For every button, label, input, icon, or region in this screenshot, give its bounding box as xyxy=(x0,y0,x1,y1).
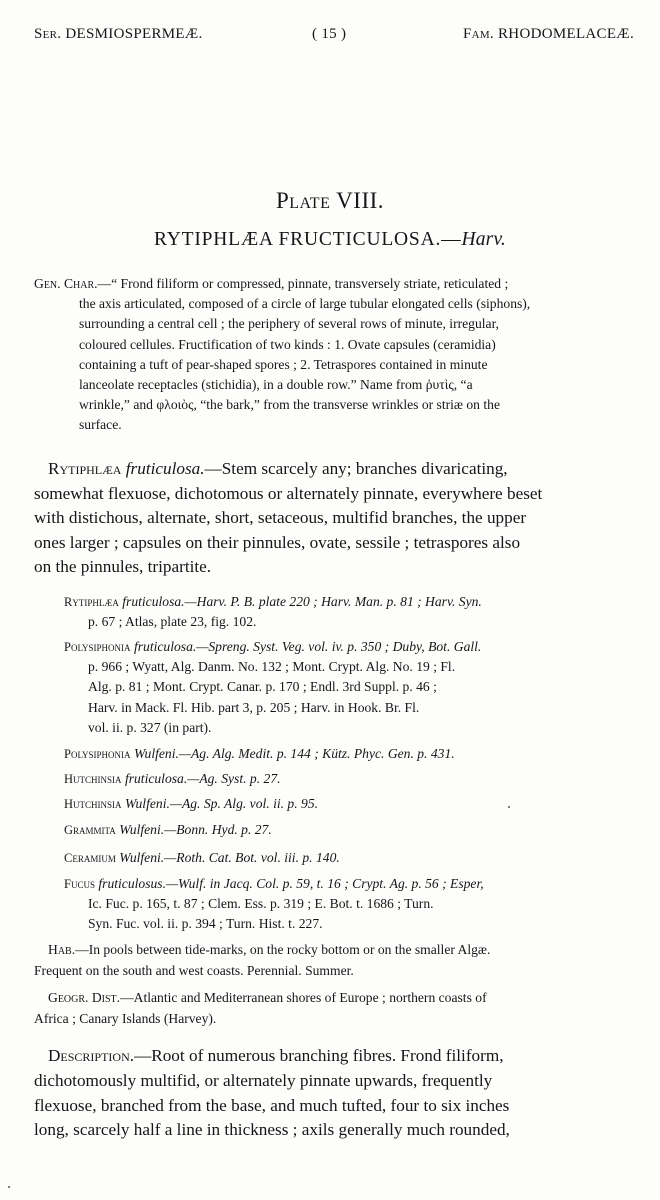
synonym-genus: Rytiphlæa xyxy=(64,595,119,609)
geographic-distribution xyxy=(34,988,644,1029)
description-line: dichotomously multifid, or alternately pinnate upwards, frequently xyxy=(34,1070,493,1090)
synonym-text: Wulfeni.—Bonn. Hyd. p. 27. xyxy=(119,822,272,837)
gen-char-text: —“ Frond filiform or compressed, pinnate, transversely striate, reticulated ; xyxy=(97,276,509,291)
synonym-text: fruticulosa.—Ag. Syst. p. 27. xyxy=(124,771,281,786)
species-desc-line: with distichous, alternate, short, setaceous, multifid branches, the upper xyxy=(34,508,527,528)
gen-char-label: Gen. Char. xyxy=(34,276,98,291)
species-title xyxy=(0,229,660,251)
gen-char-line: coloured cellules. Fructification of two kinds : 1. Ovate capsules (ceramidia) xyxy=(79,336,496,352)
synonym-line: p. 966 ; Wyatt, Alg. Danm. No. 132 ; Mont. Crypt. Alg. No. 19 ; Fl. xyxy=(88,659,456,675)
synonym-genus: Hutchinsia xyxy=(64,772,122,786)
synonym-text: fruticulosus.—Wulf. in Jacq. Col. p. 59, t. 16 ; Crypt. Ag. p. 56 ; Esper, xyxy=(98,876,484,891)
geogr-line: Africa ; Canary Islands (Harvey). xyxy=(34,1010,217,1026)
print-speck xyxy=(8,1186,10,1188)
synonym-entry xyxy=(64,794,644,814)
synonym-entry xyxy=(64,637,644,738)
synonym-genus: Hutchinsia xyxy=(64,797,122,811)
synonym-line: p. 67 ; Atlas, plate 23, fig. 102. xyxy=(88,614,257,630)
synonym-line xyxy=(64,848,644,868)
species-title-name: RYTIPHLÆA FRUCTICULOSA.— xyxy=(154,229,462,250)
synonym-line xyxy=(64,794,644,814)
geogr-text: —Atlantic and Mediterranean shores of Europe ; northern coasts of xyxy=(120,990,487,1005)
synonym-line: Harv. in Mack. Fl. Hib. part 3, p. 205 ; Harv. in Hook. Br. Fl. xyxy=(88,699,420,715)
synonym-text: fruticulosa.—Spreng. Syst. Veg. vol. iv. p. 350 ; Duby, Bot. Gall. xyxy=(133,639,482,654)
geogr-line xyxy=(34,988,644,1009)
species-desc-line: ones larger ; capsules on their pinnules, ovate, sessile ; tetraspores also xyxy=(34,532,521,552)
species-desc-text: —Stem scarcely any; branches divaricating, xyxy=(204,459,508,478)
synonym-line xyxy=(64,820,644,840)
synonym-genus: Ceramium xyxy=(64,851,116,865)
synonym-line: Syn. Fuc. vol. ii. p. 394 ; Turn. Hist. t. 227. xyxy=(88,916,323,932)
gen-char-line: lanceolate receptacles (stichidia), in a double row.” Name from ῥυτὶς, “a xyxy=(79,377,473,393)
print-speck xyxy=(508,806,510,808)
synonym-entry xyxy=(64,769,644,789)
gen-char-line xyxy=(34,274,634,294)
synonym-line xyxy=(64,744,644,764)
synonym-text: fruticulosa.—Harv. P. B. plate 220 ; Harv. Man. p. 81 ; Harv. Syn. xyxy=(122,594,482,609)
synonym-genus: Polysiphonia xyxy=(64,640,131,654)
running-head-series: Ser. DESMIOSPERMEÆ. xyxy=(34,26,203,42)
gen-char-line: surrounding a central cell ; the periphery of several rows of minute, irregular, xyxy=(79,316,499,332)
plate-title: Plate VIII. xyxy=(275,188,385,213)
gen-char-line: surface. xyxy=(79,417,122,433)
geogr-label: Geogr. Dist. xyxy=(48,990,121,1005)
page-number: ( 15 ) xyxy=(312,26,347,42)
habitat-label: Hab. xyxy=(48,942,76,957)
synonym-entry xyxy=(64,592,644,632)
species-desc-line: on the pinnules, tripartite. xyxy=(34,557,212,577)
synonym-line xyxy=(64,592,644,612)
gen-char-line: the axis articulated, composed of a circle of large tubular elongated cells (siphons), xyxy=(79,296,531,312)
species-epithet: fruticulosa. xyxy=(125,459,205,478)
species-title-author: Harv. xyxy=(461,229,506,250)
synonym-entry xyxy=(64,820,644,840)
habitat-line xyxy=(34,940,644,961)
description-line: long, scarcely half a line in thickness ; axils generally much rounded, xyxy=(34,1120,510,1140)
species-desc-line xyxy=(34,457,639,482)
synonym-genus: Polysiphonia xyxy=(64,747,131,761)
species-desc-line: somewhat flexuose, dichotomous or alternately pinnate, everywhere beset xyxy=(34,483,543,503)
synonym-text: Wulfeni.—Ag. Sp. Alg. vol. ii. p. 95. xyxy=(124,796,319,811)
synonym-entry xyxy=(64,744,644,764)
description-text: —Root of numerous branching fibres. Frond filiform, xyxy=(134,1046,504,1065)
synonym-entry xyxy=(64,874,644,935)
gen-char-line: containing a tuft of pear-shaped spores ; 2. Tetraspores contained in minute xyxy=(79,356,488,372)
generic-character xyxy=(34,274,634,436)
description-line xyxy=(34,1044,644,1069)
description xyxy=(34,1044,644,1143)
description-label: Description. xyxy=(48,1046,135,1065)
species-description xyxy=(34,457,639,580)
description-line: flexuose, branched from the base, and much tufted, four to six inches xyxy=(34,1095,510,1115)
synonym-line: vol. ii. p. 327 (in part). xyxy=(88,719,212,735)
synonym-text: Wulfeni.—Roth. Cat. Bot. vol. iii. p. 140. xyxy=(119,850,340,865)
synonym-line xyxy=(64,874,644,894)
synonym-line xyxy=(64,637,644,657)
synonym-line: Ic. Fuc. p. 165, t. 87 ; Clem. Ess. p. 319 ; E. Bot. t. 1686 ; Turn. xyxy=(88,896,434,912)
synonym-entry xyxy=(64,848,644,868)
synonym-genus: Grammita xyxy=(64,823,116,837)
habitat xyxy=(34,940,644,981)
synonym-text: Wulfeni.—Ag. Alg. Medit. p. 144 ; Kütz. Phyc. Gen. p. 431. xyxy=(133,746,455,761)
running-head-family: Fam. RHODOMELACEÆ. xyxy=(462,26,634,42)
species-genus: Rytiphlæa xyxy=(48,459,122,478)
habitat-line: Frequent on the south and west coasts. Perennial. Summer. xyxy=(34,962,354,978)
synonym-line: Alg. p. 81 ; Mont. Crypt. Canar. p. 170 ; Endl. 3rd Suppl. p. 46 ; xyxy=(88,679,437,695)
synonym-line xyxy=(64,769,644,789)
running-head xyxy=(34,26,634,46)
gen-char-line: wrinkle,” and φλοιὸς, “the bark,” from the transverse wrinkles or striæ on the xyxy=(79,397,500,413)
habitat-text: —In pools between tide-marks, on the rocky bottom or on the smaller Algæ. xyxy=(75,942,491,957)
synonym-genus: Fucus xyxy=(64,877,95,891)
